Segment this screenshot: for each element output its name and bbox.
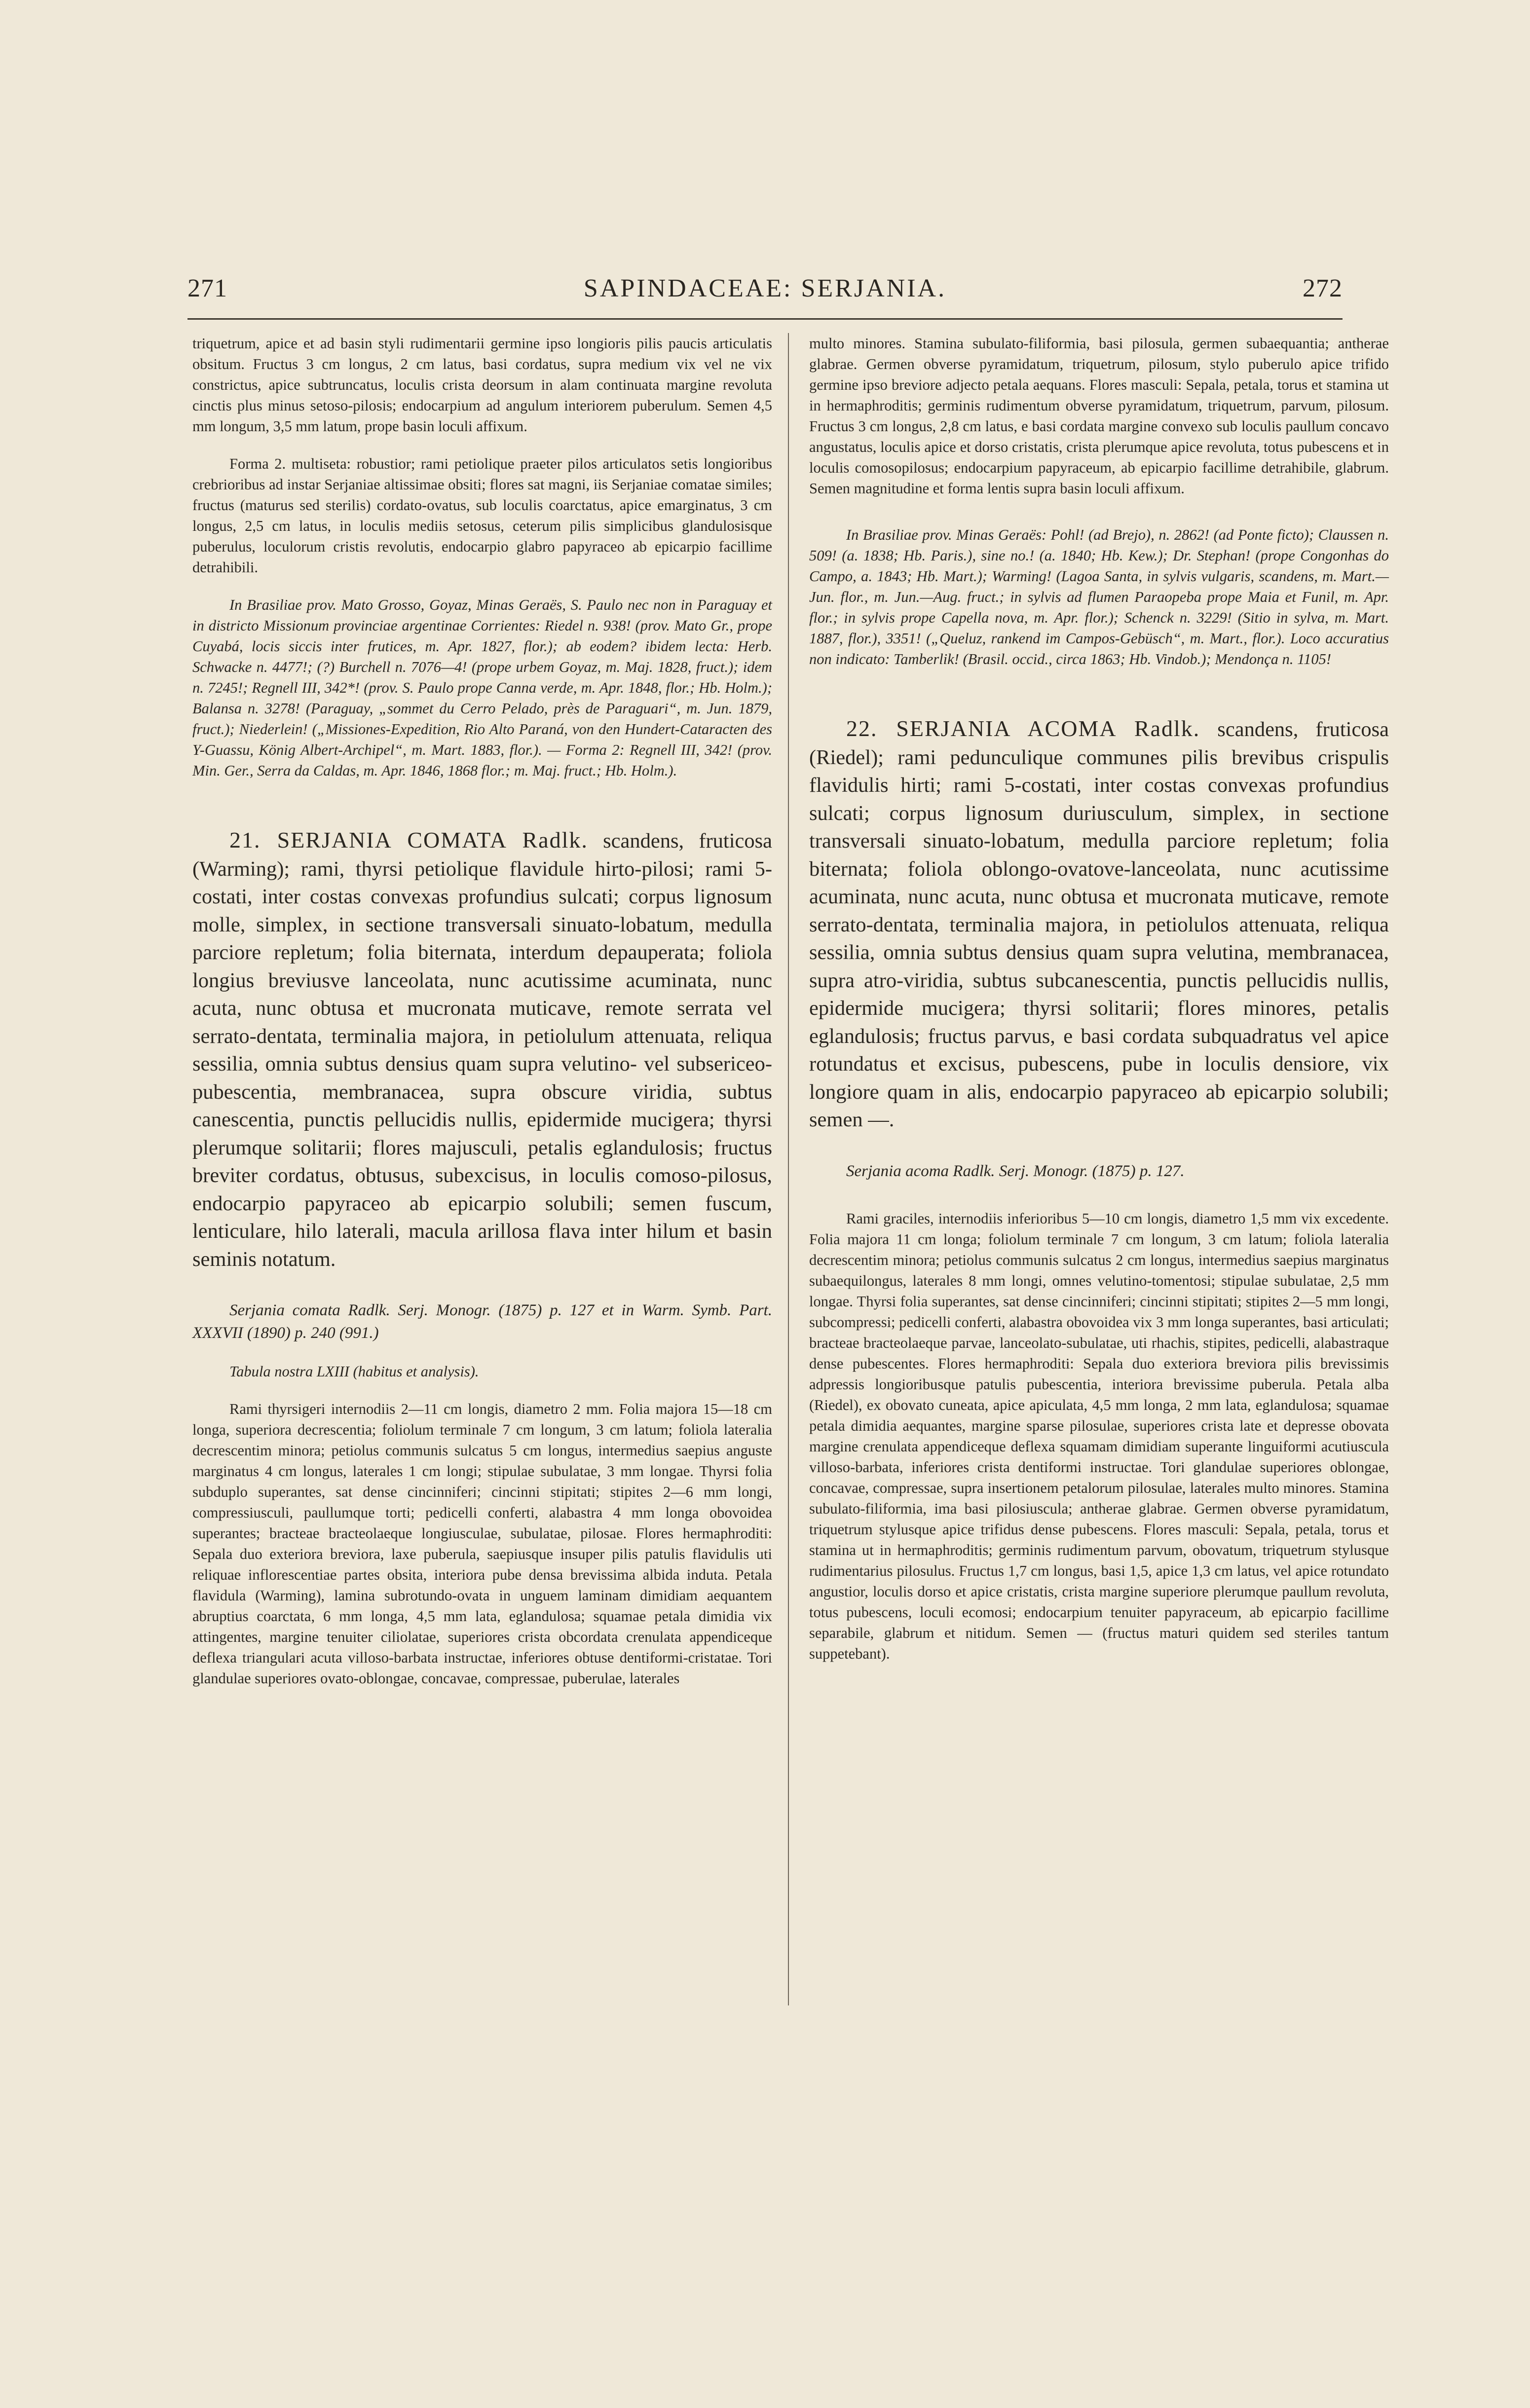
species-22-citation: Serjania acoma Radlk. Serj. Monogr. (1875) p. 127. [846,1162,1185,1180]
column-divider [788,333,789,2005]
species-22-diagnosis: scandens, fruticosa (Riedel); rami pedunculique communes pilis brevibus crispulis flavidulis hirti; rami 5-costati, inter costas convexas profundius sulcati; corpus lignosum duriusculum, simplex, in sectione transversali sinuato-lobatum, medulla parciore repletum; folia biternata; foliola oblongo-ovatove-lanceolata, nunc acutissime acuminata, nunc acuta, nunc obtusa et mucronata muticave, remote serrato-dentata, terminalia majora, in petiolulos attenuata, reliqua sessilia, omnia subtus densius quam supra velutina, membranacea, supra atro-viridia, subtus subcanescentia, punctis pellucidis nullis, epidermide mucigera; thyrsi solitarii; flores minores, petalis eglandulosis; fructus parvus, e basi cordata subquadratus vel apice rotundatus et excisus, pubescens, pube in loculis densiore, vix longiore quam in alis, endocarpio papyraceo ab epicarpio solubili; semen —. [809,718,1389,1131]
species-21-description [192,826,772,1273]
species-22-description [809,715,1389,1134]
species-21-localities: In Brasiliae prov. Minas Geraës: Pohl! (ad Brejo), n. 2862! (ad Ponte ficto); Claussen n. 509! (a. 1838; Hb. Paris.), sine no.! (a. 1840; Hb. Kew.); Dr. Stephan! (prope Congonhas do Campo, a. 1843; Hb. Mart.); Warming! (Lagoa Santa, in sylvis vulgaris, scandens, m. Mart.—Jun. flor., m. Jun.—Aug. fruct.; in sylvis ad flumen Paraopeba prope Maia et Funil, m. Apr. flor.; in sylvis prope Capella nova, m. Apr. flor.); Schenck n. 3229! (Sitio in sylva, m. Mart. 1887, flor.), 3351! („Queluz, rankend im Campos-Gebüsch“, m. Mart., flor.). Loco accuratius non indicato: Tamberlik! (Brasil. occid., circa 1863; Hb. Vindob.); Mendonça n. 1105! [809,526,1389,667]
page-number-left: 271 [187,274,227,302]
species-21-details-continued: multo minores. Stamina subulato-filiformia, basi pilosula, germen subaequantia; antherae glabrae. Germen obverse pyramidatum, triquetrum, pilosum, stylo puberulo apice trifido germine ipso breviore adjecto petala aequans. Flores masculi: Sepala, petala, torus et stamina ut in hermaphroditis; germinis rudimentum obverse pyramidatum, triquetrum, parvum, pilosum. Fructus 3 cm longus, 2,8 cm latus, e basi cordata margine convexo sub loculis paullum concavo angustatus, loculis apice et dorso cristatis, crista plerumque apice revoluta, totus pubescens et in loculis comosopilosus; endocarpium papyraceum, ab epicarpio facillime detrahibile, glabrum. Semen magnitudine et forma lentis supra basin loculi affixum. [809,335,1389,497]
species-22-heading: 22. SERJANIA ACOMA Radlk. [846,716,1200,741]
species-21-plate: Tabula nostra LXIII (habitus et analysis). [229,1363,479,1380]
right-column [809,333,1389,1664]
species-22-details: Rami graciles, internodiis inferioribus 5—10 cm longis, diametro 1,5 mm vix excedente. Folia majora 11 cm longa; foliolum terminale 7 cm longum, 3 cm latum; foliola lateralia decrescentim minora; petiolus communis sulcatus 2 cm longus, intermedius saepius marginatus subaequilongus, laterales 8 mm longi, omnes velutino-tomentosi; stipulae subulatae, 2,5 mm longae. Thyrsi folia superantes, sat dense cincinniferi; cincinni stipitati; stipites 2—5 mm longi, subcompressi; pedicelli conferti, alabastra obovoidea vix 3 mm longa superantes, basi articulati; bracteae bracteolaeque parvae, lanceolato-subulatae, uti rhachis, stipites, pedicelli, alabastraque dense pubescentes. Flores hermaphroditi: Sepala duo exteriora breviora pilis brevissimis adpressis longioribusque patulis pubescentia, interiora brevissime puberula. Petala alba (Riedel), ex obovato cuneata, apice apiculata, 4,5 mm longa, 2 mm lata, eglandulosa; squamae petala dimidia aequantes, margine sparse pilosulae, superiores crista late et depresse obovata margine crenulata appendiceque deflexa squamam dimidiam superante linguiformi acutiuscula villoso-barbata, inferiores crista dentiformi instructae. Tori glandulae superiores oblongae, concavae, compressae, supra insertionem petalorum pilosulae, laterales multo minores. Stamina subulato-filiformia, ima basi pilosiuscula; antherae glabrae. Germen obverse pyramidatum, triquetrum stylusque apice trifidus dense pubescens. Flores masculi: Sepala, petala, torus et stamina ut in hermaphroditis; germinis rudimentum parvum, obovatum, triquetrum stylusque rudimentarius pilosulus. Fructus 1,7 cm longus, basi 1,5, apice 1,3 cm latus, vel apice rotundato angustior, loculis dorso et apice cristatis, crista margine superiore plerumque paullum revoluta, totus pubescens, loculi ecomosi; endocarpium tenuiter papyraceum, ab epicarpio facillime separabile, glabrum et nitidum. Semen — (fructus maturi quidem sed steriles tantum suppetebant). [809,1210,1389,1662]
running-title: SAPINDACEAE: SERJANIA. [583,274,947,302]
species-21-diagnosis: scandens, fruticosa (Warming); rami, thyrsi petiolique flavidule hirto-pilosi; rami 5-costati, inter costas convexas profundius sulcati; corpus lignosum molle, simplex, in sectione transversali sinuato-lobatum, medulla parciore repletum; folia biternata, interdum depauperata; foliola longius breviusve lanceolata, nunc acutissime acuminata, nunc acuta, nunc obtusa et mucronata muticave, remote serrata vel serrato-dentata, terminalia majora, in petiolulum attenuata, reliqua sessilia, omnia subtus densius quam supra velutino- vel subsericeo-pubescentia, membranacea, supra obscure viridia, subtus canescentia, punctis pellucidis nullis, epidermide mucigera; thyrsi plerumque solitarii; flores majusculi, petalis eglandulosis; fructus breviter cordatus, obtusus, subexcisus, in loculis comoso-pilosus, endocarpio papyraceo ab epicarpio solubili; semen fuscum, lenticulare, hilo laterali, macula arillosa flava inter hilum et basin seminis notatum. [192,829,773,1271]
specimen-localities: In Brasiliae prov. Mato Grosso, Goyaz, Minas Geraës, S. Paulo nec non in Paraguay et in districto Missionum provinciae argentinae Corrientes: Riedel n. 938! (prov. Mato Gr., prope Cuyabá, locis siccis inter frutices, m. Apr. 1827, flor.); ab eodem? ibidem lecta: Herb. Schwacke n. 4477!; (?) Burchell n. 7076—4! (prope urbem Goyaz, m. Maj. 1828, fruct.); idem n. 7245!; Regnell III, 342*! (prov. S. Paulo prope Canna verde, m. Apr. 1848, flor.; Hb. Holm.); Balansa n. 3278! (Paraguay, „sommet du Cerro Pelado, près de Paraguari“, m. Jun. 1879, fruct.); Niederlein! („Missiones-Expedition, Rio Alto Paraná, von den Hundert-Cataracten des Y-Guassu, König Albert-Archipel“, m. Mart. 1883, flor.). — Forma 2: Regnell III, 342! (prov. Min. Ger., Serra da Caldas, m. Apr. 1846, 1868 flor.; m. Maj. fruct.; Hb. Holm.). [192,596,772,779]
left-column [192,333,772,1689]
species-21-details: Rami thyrsigeri internodiis 2—11 cm longis, diametro 2 mm. Folia majora 15—18 cm longa, superiora decrescentia; foliolum terminale 7 cm longum, 3 cm latum; foliola lateralia decrescentim minora; petiolus communis sulcatus 5 cm longus, intermedius saepius anguste marginatus 4 cm longus, laterales 1 cm longi; stipulae subulatae, 3 mm longae. Thyrsi folia subduplo superantes, sat dense cincinniferi; cincinni stipitati; stipites 2—6 mm longi, compressiusculi, paullumque torti; pedicelli conferti, alabastra 4 mm longa obovoidea superantes; bracteae bracteolaeque longiusculae, subulatae, pilosae. Flores hermaphroditi: Sepala duo exteriora breviora, laxe puberula, saepiusque insuper pilis patulis flavidulis uti reliquae inflorescentiae partes obsita, interiora pube densa brevissima albida induta. Petala flavidula (Warming), lamina subrotundo-ovata in unguem laminam dimidiam aequantem abruptius coarctata, 6 mm longa, 4,5 mm lata, eglandulosa; squamae petala dimidia vix attingentes, margine tenuiter ciliolatae, superiores crista obcordata crenulata appendiceque deflexa triangulari acuta villoso-barbata instructae, inferiores obtuse dentiformi-cristatae. Tori glandulae superiores ovato-oblongae, concavae, compressae, puberulae, laterales [192,1401,772,1687]
forma-2-description: Forma 2. multiseta: robustior; rami petiolique praeter pilos articulatos setis longioribus crebrioribus ad instar Serjaniae altissimae obsiti; flores sat magni, iis Serjaniae comatae similes; fructus (maturus sed sterilis) cordato-ovatus, sub loculis coarctatus, apice emarginatus, 3 cm longus, 2,5 cm latus, in loculis mediis setosus, ceterum pilis simplicibus glandulosisque puberulus, loculorum cristis revolutis, endocarpio glabro papyraceo ab epicarpio facillime detrahibili. [192,455,772,576]
species-21-citation: Serjania comata Radlk. Serj. Monogr. (1875) p. 127 et in Warm. Symb. Part. XXXVII (1890) p. 240 (991.) [192,1301,772,1342]
header-rule [187,318,1343,320]
running-header [187,274,1343,313]
page-number-right: 272 [1303,274,1343,302]
species-21-heading: 21. SERJANIA COMATA Radlk. [229,827,588,852]
fruit-description-continued: triquetrum, apice et ad basin styli rudimentarii germine ipso longioris pilis paucis articulatis obsitum. Fructus 3 cm longus, 2 cm latus, basi cordatus, supra medium vix vel ne vix constrictus, apice subtruncatus, loculis crista deorsum in alam continuata margine revoluta cinctis plus minus setoso-pilosis; endocarpium ad angulum interiorem puberulum. Semen 4,5 mm longum, 3,5 mm latum, prope basin loculi affixum. [192,335,772,435]
